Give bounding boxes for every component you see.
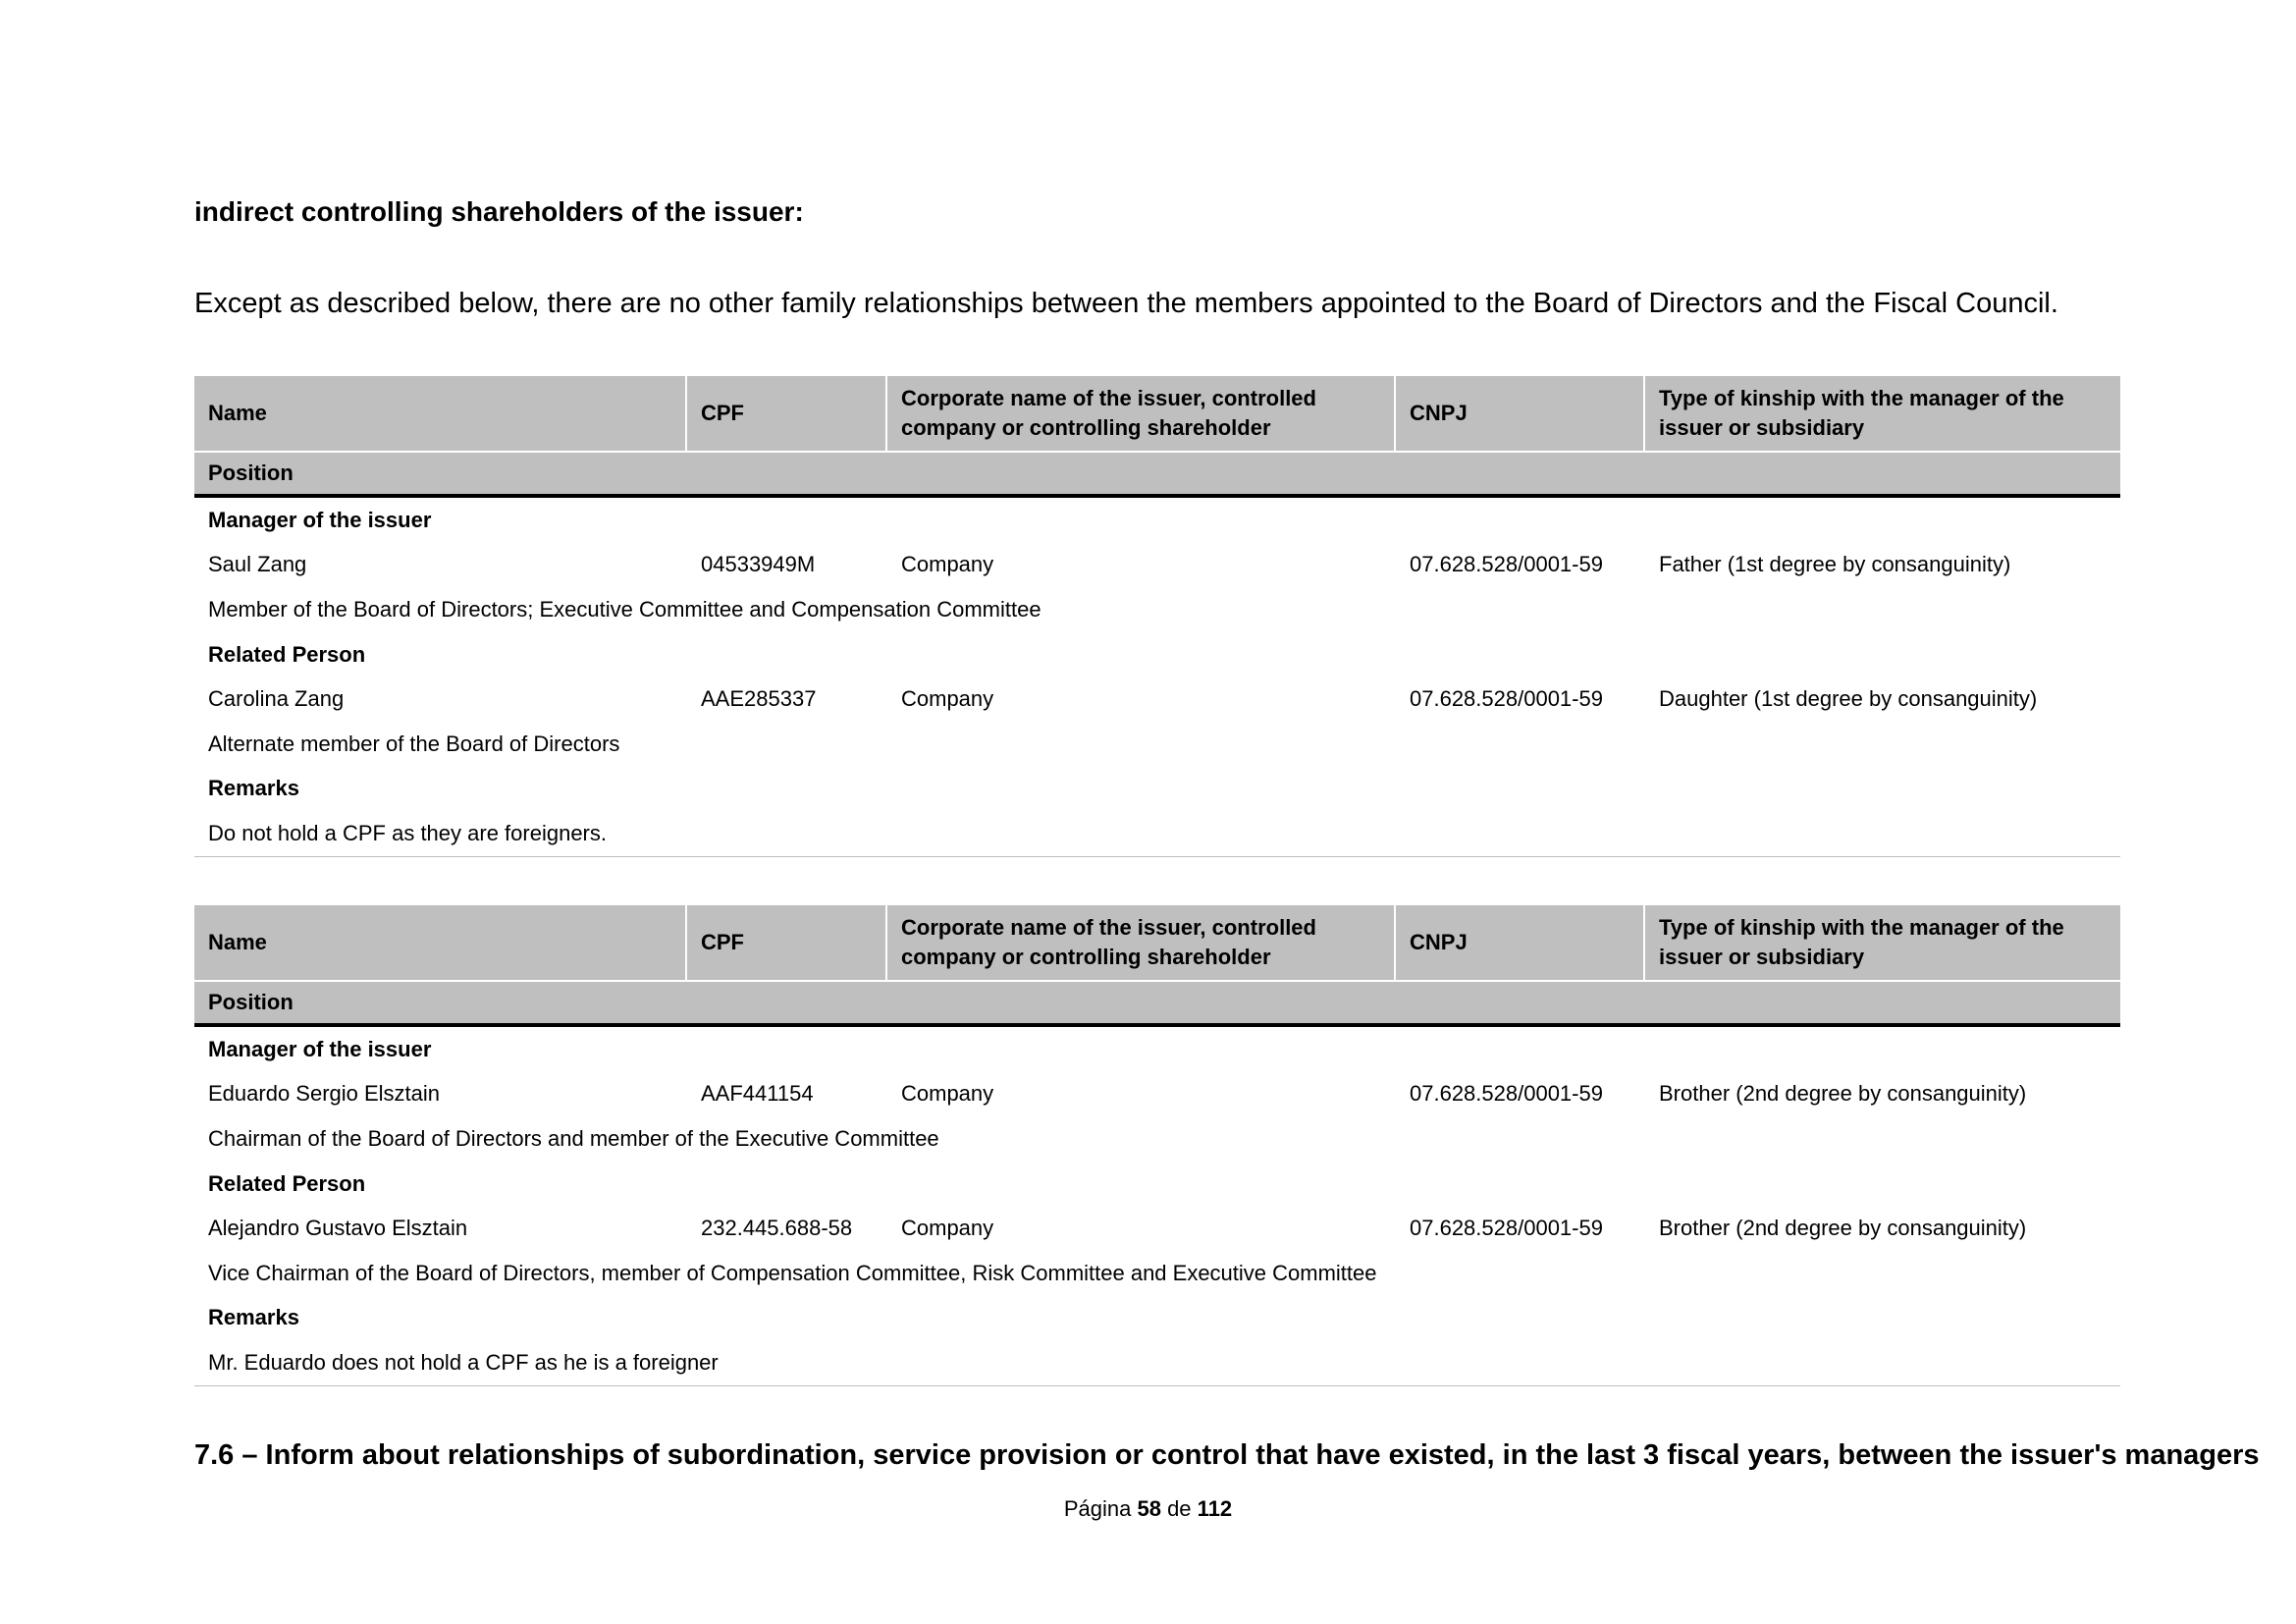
remarks-label-row xyxy=(194,1296,2120,1341)
col-header-corporate: Corporate name of the issuer, controlled company or controlling shareholder xyxy=(887,376,1396,451)
col-header-corporate: Corporate name of the issuer, controlled company or controlling shareholder xyxy=(887,905,1396,980)
manager-name: Eduardo Sergio Elsztain xyxy=(208,1081,441,1107)
related-cpf: 232.445.688-58 xyxy=(701,1216,853,1241)
footer-prefix: Página xyxy=(1063,1496,1132,1521)
footer-middle: de xyxy=(1167,1496,1192,1521)
related-label: Related Person xyxy=(208,1170,366,1196)
remarks-label: Remarks xyxy=(208,776,299,801)
col-header-cnpj: CNPJ xyxy=(1396,905,1645,980)
related-label-row xyxy=(194,1162,2120,1207)
manager-cpf: AAF441154 xyxy=(701,1081,814,1107)
related-cnpj: 07.628.528/0001-59 xyxy=(1410,686,1603,712)
manager-cnpj: 07.628.528/0001-59 xyxy=(1410,1081,1603,1107)
continued-heading: indirect controlling shareholders of the issuer: xyxy=(194,196,804,227)
manager-corporate: Company xyxy=(901,552,994,577)
section-title: 7.6 – Inform about relationships of subordination, service provision or control that have existed, in the last 3 fiscal years, between the issuer's managers xyxy=(194,1439,2260,1471)
related-kinship: Daughter (1st degree by consanguinity) xyxy=(1659,686,2038,712)
remarks-label: Remarks xyxy=(208,1305,299,1330)
intro-paragraph: Except as described below, there are no other family relationships between the members appointed to the Board of Directors and the Fiscal Council. xyxy=(194,288,2058,319)
related-position-row xyxy=(194,722,2120,767)
remarks-text: Do not hold a CPF as they are foreigners. xyxy=(208,820,607,845)
kinship-table-2 xyxy=(194,905,2120,1386)
manager-kinship: Father (1st degree by consanguinity) xyxy=(1659,552,2011,577)
table-row xyxy=(194,543,2120,588)
manager-name: Saul Zang xyxy=(208,552,307,577)
related-name: Carolina Zang xyxy=(208,686,345,712)
related-cpf: AAE285337 xyxy=(701,686,817,712)
related-cnpj: 07.628.528/0001-59 xyxy=(1410,1216,1603,1241)
col-header-cpf: CPF xyxy=(687,905,887,980)
table-row xyxy=(194,1072,2120,1117)
remarks-row xyxy=(194,1340,2120,1386)
col-header-position: Position xyxy=(194,982,2120,1027)
related-position-row xyxy=(194,1251,2120,1296)
remarks-label-row xyxy=(194,767,2120,812)
manager-label-row xyxy=(194,498,2120,543)
col-header-name: Name xyxy=(194,376,687,451)
related-position: Vice Chairman of the Board of Directors, member of Compensation Committee, Risk Committee and Executive Committee xyxy=(208,1260,1377,1285)
table-header-row xyxy=(194,905,2120,980)
related-position: Alternate member of the Board of Directors xyxy=(208,731,620,756)
manager-position: Member of the Board of Directors; Executive Committee and Compensation Committee xyxy=(208,596,1041,622)
col-header-position: Position xyxy=(194,453,2120,498)
manager-position-row xyxy=(194,587,2120,632)
table-row xyxy=(194,1206,2120,1251)
related-corporate: Company xyxy=(901,1216,994,1241)
manager-kinship: Brother (2nd degree by consanguinity) xyxy=(1659,1081,2027,1107)
related-corporate: Company xyxy=(901,686,994,712)
manager-label: Manager of the issuer xyxy=(208,507,432,532)
col-header-name: Name xyxy=(194,905,687,980)
col-header-cnpj: CNPJ xyxy=(1396,376,1645,451)
remarks-row xyxy=(194,811,2120,857)
related-label-row xyxy=(194,632,2120,677)
manager-label: Manager of the issuer xyxy=(208,1036,432,1061)
related-kinship: Brother (2nd degree by consanguinity) xyxy=(1659,1216,2027,1241)
manager-corporate: Company xyxy=(901,1081,994,1107)
manager-position: Chairman of the Board of Directors and member of the Executive Committee xyxy=(208,1125,939,1151)
col-header-kinship: Type of kinship with the manager of the issuer or subsidiary xyxy=(1659,915,2064,969)
manager-cpf: 04533949M xyxy=(701,552,816,577)
table-header-row xyxy=(194,376,2120,451)
col-header-kinship: Type of kinship with the manager of the issuer or subsidiary xyxy=(1659,386,2064,440)
page-footer xyxy=(0,1496,2296,1522)
related-label: Related Person xyxy=(208,641,366,667)
page-number: 58 xyxy=(1137,1496,1161,1521)
remarks-text: Mr. Eduardo does not hold a CPF as he is a foreigner xyxy=(208,1349,719,1375)
page-total: 112 xyxy=(1197,1496,1233,1521)
manager-cnpj: 07.628.528/0001-59 xyxy=(1410,552,1603,577)
col-header-cpf: CPF xyxy=(687,376,887,451)
manager-position-row xyxy=(194,1116,2120,1162)
table-row xyxy=(194,677,2120,722)
kinship-table-1 xyxy=(194,376,2120,857)
manager-label-row xyxy=(194,1027,2120,1072)
related-name: Alejandro Gustavo Elsztain xyxy=(208,1216,468,1241)
